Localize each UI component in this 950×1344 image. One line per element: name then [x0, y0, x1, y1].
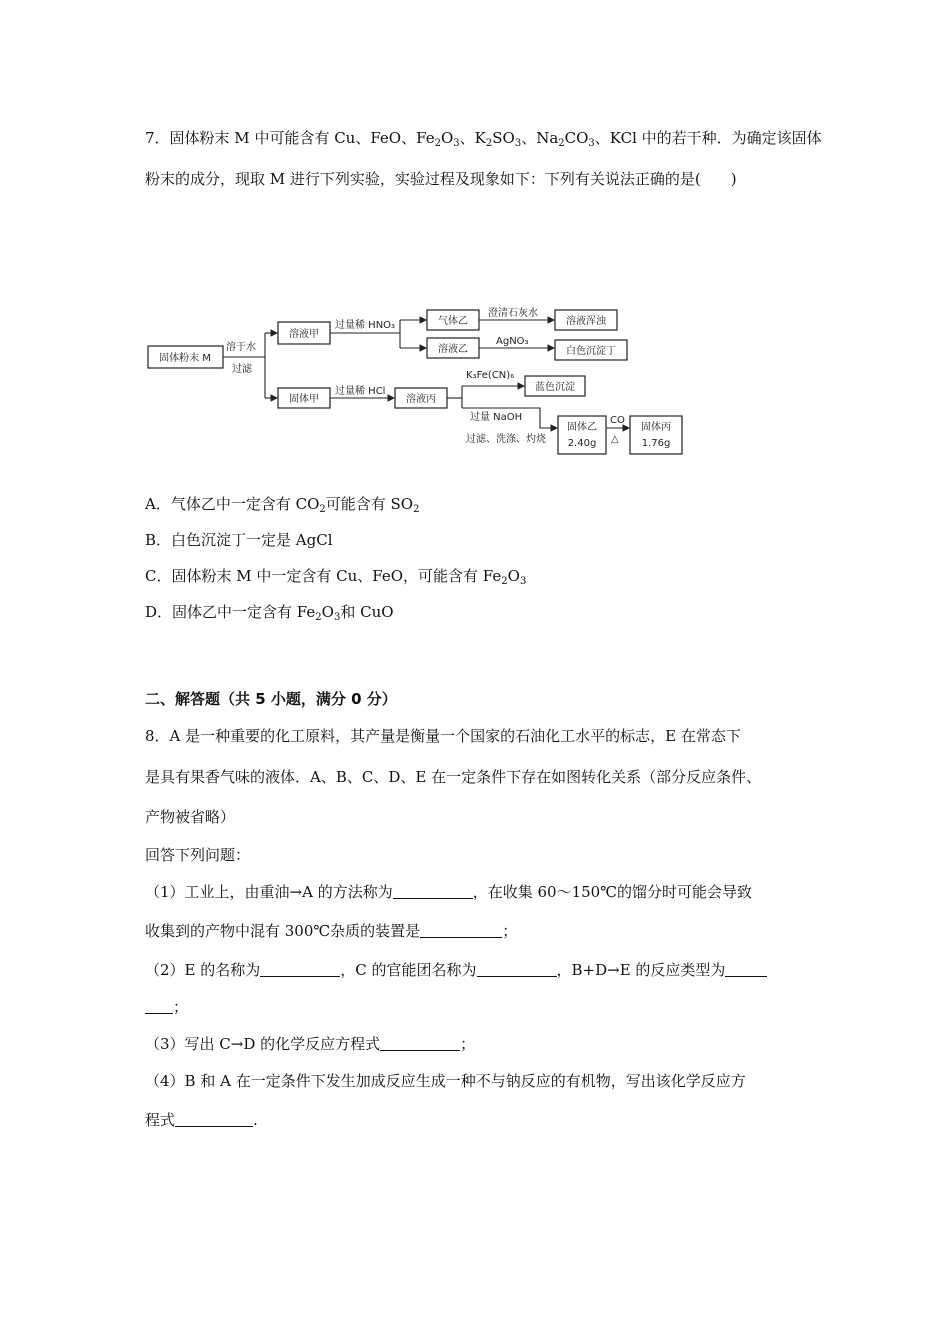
label-agno3: AgNO₃ — [496, 336, 529, 347]
q7-option-a: A．气体乙中一定含有 $CO_2$可能含有 $SO_2$ — [145, 495, 420, 515]
box-solid-yi-label: 固体乙 — [567, 422, 597, 433]
label-filter: 过滤 — [232, 364, 252, 375]
label-filter-wash-burn: 过滤、洗涤、灼烧 — [466, 434, 546, 445]
answer-blank-5b[interactable] — [145, 999, 173, 1014]
q8-part2-line2: ； — [145, 997, 188, 1017]
q8-part1-line1: （1）工业上，由重油→A 的方法称为 ，在收集 60～150℃的馏分时可能会导致 — [145, 883, 752, 901]
answer-blank-4[interactable] — [477, 962, 557, 977]
label-dissolve: 溶于水 — [226, 342, 256, 353]
q8-part4-line1: （4）B 和 A 在一定条件下发生加成反应生成一种不与钠反应的有机物，写出该化学反应方 — [145, 1072, 746, 1090]
box-solution-yi-label: 溶液乙 — [438, 344, 468, 355]
box-solution-bing-label: 溶液丙 — [406, 394, 436, 405]
box-solid-m-label: 固体粉末 M — [159, 353, 211, 364]
answer-blank-3[interactable] — [260, 962, 340, 977]
label-k3fecn6: K₃Fe(CN)₆ — [466, 370, 515, 381]
answer-blank-5a[interactable] — [725, 962, 767, 977]
q7-line2: 粉末的成分，现取 M 进行下列实验，实验过程及现象如下：下列有关说法正确的是( ) — [145, 170, 737, 188]
answer-blank-6[interactable] — [380, 1036, 460, 1051]
box-solid-bing-label: 固体丙 — [641, 422, 671, 433]
section2-title: 二、解答题（共 5 小题，满分 0 分） — [145, 690, 397, 708]
q8-line2: 是具有果香气味的液体．A、B、C、D、E 在一定条件下存在如图转化关系（部分反应条件、 — [145, 768, 762, 786]
box-solid-jia-label: 固体甲 — [289, 394, 319, 405]
box-solid-yi-mass: 2.40g — [567, 438, 597, 449]
q8-line3: 产物被省略） — [145, 808, 236, 826]
q8-part1-line2: 收集到的产物中混有 300℃杂质的装置是 ； — [145, 922, 518, 940]
label-naoh: 过量 NaOH — [470, 412, 523, 423]
box-turbid-label: 溶液浑浊 — [566, 316, 606, 327]
q8-part3: （3）写出 C→D 的化学反应方程式 ； — [145, 1035, 476, 1053]
experiment-flowchart — [140, 302, 685, 462]
box-solid-bing-mass: 1.76g — [641, 438, 671, 449]
q7-option-b: B．白色沉淀丁一定是 AgCl — [145, 531, 333, 549]
box-gas-yi-label: 气体乙 — [438, 316, 468, 327]
label-limewater: 澄清石灰水 — [488, 308, 538, 319]
box-solution-jia-label: 溶液甲 — [289, 329, 319, 340]
box-white-precipitate-label: 白色沉淀丁 — [566, 346, 616, 357]
q8-part2-line1: （2）E 的名称为 ，C 的官能团名称为 ，B+D→E 的反应类型为 — [145, 960, 767, 980]
box-blue-precipitate-label: 蓝色沉淀 — [535, 382, 575, 393]
label-hcl: 过量稀 HCl — [335, 386, 386, 397]
q7-line1: 7．固体粉末 M 中可能含有 Cu、FeO、$Fe_2O_3$、$K_2SO_3$、$Na_2CO_3$、KCl 中的若干种．为确定该固体 — [145, 129, 822, 149]
q7-option-c: C．固体粉末 M 中一定含有 Cu、FeO，可能含有 $Fe_2O_3$ — [145, 567, 527, 587]
answer-blank-7[interactable] — [175, 1112, 253, 1127]
label-heat: △ — [611, 434, 619, 445]
label-hno3: 过量稀 HNO₃ — [335, 320, 396, 331]
label-co: CO — [610, 415, 625, 426]
q7-option-d: D．固体乙中一定含有 $Fe_2O_3$和 CuO — [145, 603, 394, 623]
answer-blank-1[interactable] — [393, 884, 473, 899]
q8-line1: 8．A 是一种重要的化工原料，其产量是衡量一个国家的石油化工水平的标志，E 在常态下 — [145, 727, 741, 745]
answer-blank-2[interactable] — [420, 923, 502, 938]
q8-line4: 回答下列问题： — [145, 846, 251, 864]
q8-part4-line2: 程式 . — [145, 1111, 258, 1129]
